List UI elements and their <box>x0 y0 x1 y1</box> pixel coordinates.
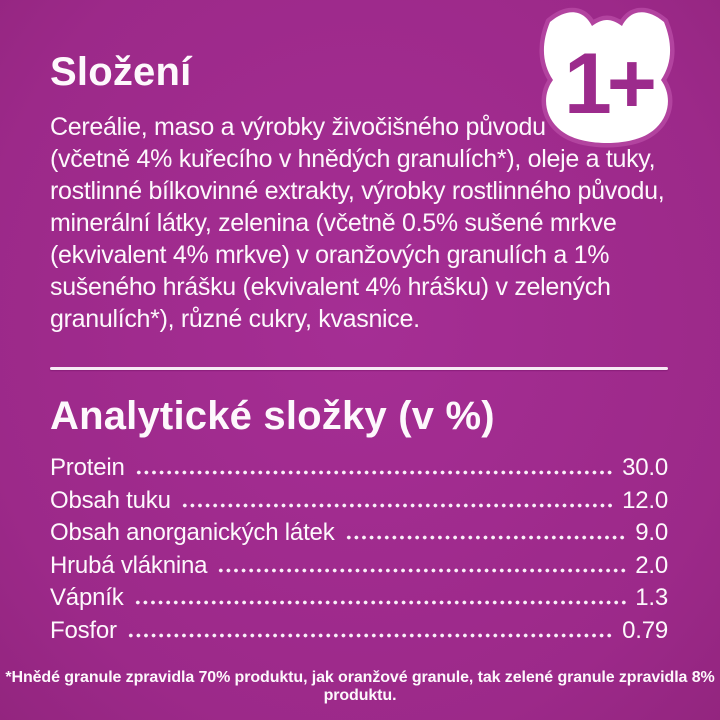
badge-age-label: 1+ <box>563 36 653 132</box>
ingredients-line: minerální látky, zelenina (včetně 0.5% sušené mrkve <box>50 209 617 237</box>
row-label: Fosfor <box>50 616 117 644</box>
section-divider <box>50 367 668 370</box>
row-label: Protein <box>50 454 125 481</box>
row-label: Obsah anorganických látek <box>50 519 335 547</box>
row-label: Vápník <box>50 584 124 612</box>
row-value: 12.0 <box>622 486 668 514</box>
ingredients-line: sušeného hrášku (ekvivalent 4% hrášku) v zelených <box>50 273 611 301</box>
dotted-leader <box>134 600 628 605</box>
dotted-leader <box>127 633 614 638</box>
row-value: 1.3 <box>635 584 668 612</box>
analysis-title: Analytické složky (v %) <box>50 394 495 438</box>
table-row <box>50 454 668 487</box>
ingredients-line: rostlinné bílkovinné extrakty, výrobky rostlinného původu, <box>50 177 665 205</box>
dotted-leader <box>345 535 628 540</box>
dotted-leader <box>217 568 627 573</box>
analysis-table <box>50 454 668 650</box>
row-label: Obsah tuku <box>50 486 171 514</box>
row-value: 9.0 <box>635 519 668 547</box>
table-row <box>50 617 668 650</box>
composition-title: Složení <box>50 50 192 94</box>
row-value: 2.0 <box>635 551 668 579</box>
table-row <box>50 552 668 585</box>
dotted-leader <box>181 503 614 508</box>
footnote: *Hnědé granule zpravidla 70% produktu, jak oranžové granule, tak zelené granule zpravidla 8% produktu. <box>5 669 715 704</box>
row-value: 0.79 <box>622 616 668 644</box>
row-label: Hrubá vláknina <box>50 551 208 579</box>
ingredients-line: (včetně 4% kuřecího v hnědých granulích*), oleje a tuky, <box>50 145 656 173</box>
ingredients-line: Cereálie, maso a výrobky živočišného původu <box>50 113 546 141</box>
table-row <box>50 487 668 520</box>
table-row <box>50 584 668 617</box>
table-row <box>50 519 668 552</box>
ingredients-paragraph <box>50 111 664 335</box>
row-value: 30.0 <box>622 454 668 481</box>
ingredients-line: (ekvivalent 4% mrkve) v oranžových granulích a 1% <box>50 241 610 269</box>
ingredients-line: granulích*), různé cukry, kvasnice. <box>50 305 420 333</box>
dotted-leader <box>135 470 614 475</box>
